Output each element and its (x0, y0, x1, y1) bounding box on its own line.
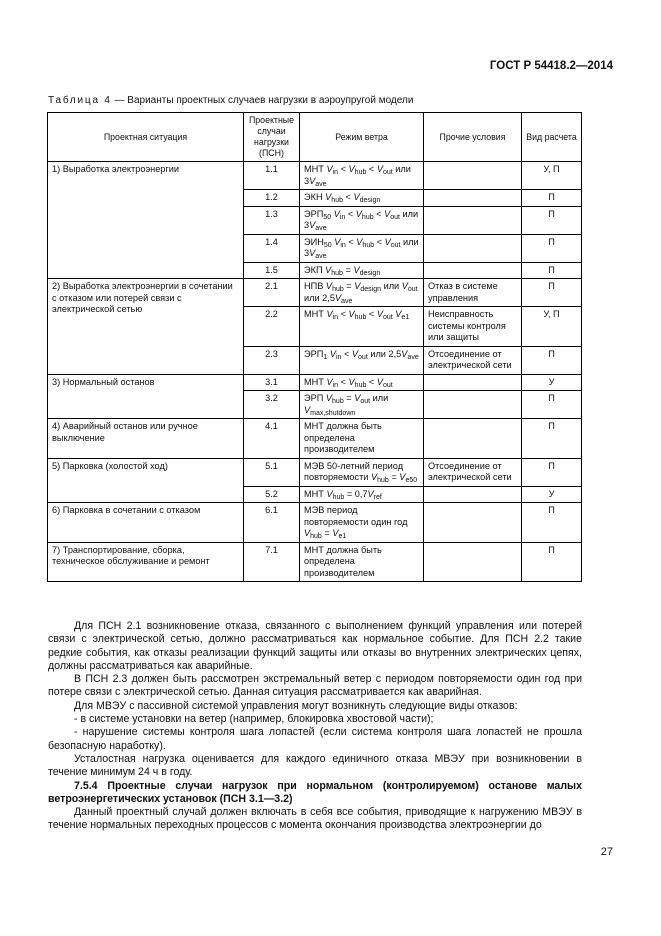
table-row (48, 162, 582, 190)
cell-situation: 2) Выработка электроэнергии в сочетании с отказом или потерей связи с электрической сетью (48, 279, 244, 375)
cell-psn: 2.2 (244, 307, 300, 347)
table-body (48, 162, 582, 582)
page-number: 27 (600, 846, 613, 858)
cell-calc-type: П (522, 279, 582, 307)
cell-calc-type: П (522, 234, 582, 262)
col-header-other: Прочие условия (424, 113, 522, 162)
load-cases-table (47, 112, 582, 582)
cell-calc-type: П (522, 346, 582, 374)
cell-other-conditions (424, 234, 522, 262)
cell-wind-regime: МНТ должна быть определена производителем (300, 542, 424, 582)
cell-calc-type: П (522, 503, 582, 543)
cell-psn: 1.4 (244, 234, 300, 262)
cell-calc-type: У (522, 486, 582, 503)
table-caption-text: — Варианты проектных случаев нагрузки в аэроупругой модели (111, 95, 414, 106)
cell-wind-regime: НПВ $V_{hub} = V_{design}$ или $V_{out}$ или $2,5V_{ave}$ (300, 279, 424, 307)
cell-psn: 4.1 (244, 419, 300, 459)
cell-situation: 5) Парковка (холостой ход) (48, 458, 244, 503)
cell-other-conditions (424, 503, 522, 543)
cell-other-conditions: Отсоединение от электрической сети (424, 458, 522, 486)
cell-psn: 2.1 (244, 279, 300, 307)
cell-wind-regime: МЭВ период повторяемости один год $V_{hub} = V_{e1}$ (300, 503, 424, 543)
cell-wind-regime: $ЭИН_{50}$ $V_{in} < V_{hub} < V_{out}$ или $3V_{ave}$ (300, 234, 424, 262)
cell-other-conditions (424, 262, 522, 279)
cell-calc-type: П (522, 206, 582, 234)
paragraph: Данный проектный случай должен включать в себя все события, приводящие к нагружению МВЭУ в течение нормальных переходных процессов с момента окончания производства электроэнергии до (48, 806, 582, 832)
list-item: - в системе установки на ветер (например, блокировка хвостовой части); (74, 713, 434, 726)
cell-wind-regime: МНТ $V_{hub} = 0,7V_{ref}$ (300, 486, 424, 503)
cell-other-conditions: Отсоединение от электрической сети (424, 346, 522, 374)
cell-calc-type: П (522, 190, 582, 207)
cell-psn: 3.1 (244, 374, 300, 391)
col-header-situation: Проектная ситуация (48, 113, 244, 162)
cell-wind-regime: МНТ $V_{in} < V_{hub} < V_{out}$ $V_{e1}$ (300, 307, 424, 347)
cell-wind-regime: МНТ $V_{in} < V_{hub} < V_{out}$ или $3V_{ave}$ (300, 162, 424, 190)
cell-wind-regime: ЭРП $V_{hub} = V_{out}$ или $V_{max,shutdown}$ (300, 391, 424, 419)
cell-situation: 6) Парковка в сочетании с отказом (48, 503, 244, 543)
cell-other-conditions (424, 190, 522, 207)
cell-situation: 1) Выработка электроэнергии (48, 162, 244, 279)
paragraph: Усталостная нагрузка оценивается для каждого единичного отказа МВЭУ при возникновении в течение минимум 24 ч в году. (48, 752, 582, 779)
table-row (48, 542, 582, 582)
body-text (48, 620, 582, 833)
section-heading: 7.5.4 Проектные случаи нагрузок при нормальном (контролируемом) останове малых ветроэнергетических установок (ПСН 3.1—3.2) (48, 779, 582, 805)
cell-psn: 2.3 (244, 346, 300, 374)
cell-psn: 1.1 (244, 162, 300, 190)
table-row (48, 419, 582, 459)
table-row (48, 279, 582, 307)
cell-psn: 6.1 (244, 503, 300, 543)
cell-calc-type: У, П (522, 162, 582, 190)
list-item: - нарушение системы контроля шага лопастей (если система контроля шага лопастей не прошла безопасную наработку). (48, 726, 582, 752)
cell-wind-regime: ЭКП $V_{hub} = V_{design}$ (300, 262, 424, 279)
cell-other-conditions: Отказ в системе управления (424, 279, 522, 307)
cell-psn: 1.5 (244, 262, 300, 279)
cell-calc-type: П (522, 419, 582, 459)
cell-other-conditions (424, 206, 522, 234)
cell-calc-type: П (522, 542, 582, 582)
table-row (48, 503, 582, 543)
cell-other-conditions: Неисправность системы контроля или защиты (424, 307, 522, 347)
table-caption (48, 95, 413, 106)
cell-other-conditions (424, 391, 522, 419)
cell-wind-regime: ЭКН $V_{hub} < V_{design}$ (300, 190, 424, 207)
cell-wind-regime: МНТ $V_{in} < V_{hub} < V_{out}$ (300, 374, 424, 391)
cell-psn: 5.1 (244, 458, 300, 486)
cell-wind-regime: МНТ должна быть определена производителем (300, 419, 424, 459)
cell-psn: 5.2 (244, 486, 300, 503)
cell-other-conditions (424, 374, 522, 391)
table-caption-label: Таблица 4 (48, 95, 112, 106)
cell-situation: 4) Аварийный останов или ручное выключение (48, 419, 244, 459)
table-row (48, 374, 582, 391)
cell-other-conditions (424, 486, 522, 503)
cell-wind-regime: МЭВ 50-летний период повторяемости $V_{hub} = V_{e50}$ (300, 458, 424, 486)
cell-other-conditions (424, 162, 522, 190)
cell-wind-regime: $ЭРП_1$ $V_{in} < V_{out}$ или $2,5V_{ave}$ (300, 346, 424, 374)
col-header-calc: Вид расчета (522, 113, 582, 162)
cell-psn: 1.2 (244, 190, 300, 207)
cell-situation: 3) Нормальный останов (48, 374, 244, 419)
cell-wind-regime: $ЭРП_{50}$ $V_{in} < V_{hub} < V_{out}$ или $3V_{ave}$ (300, 206, 424, 234)
cell-psn: 3.2 (244, 391, 300, 419)
cell-calc-type: П (522, 262, 582, 279)
col-header-psn: Проектные случаи нагрузки (ПСН) (244, 113, 300, 162)
document-header: ГОСТ Р 54418.2—2014 (489, 60, 613, 72)
table-row (48, 458, 582, 486)
col-header-wind: Режим ветра (300, 113, 424, 162)
cell-other-conditions (424, 419, 522, 459)
cell-psn: 1.3 (244, 206, 300, 234)
cell-calc-type: У, П (522, 307, 582, 347)
cell-calc-type: П (522, 458, 582, 486)
paragraph: Для МВЭУ с пассивной системой управления могут возникнуть следующие виды отказов: (74, 699, 518, 712)
table-header-row (48, 113, 582, 162)
cell-situation: 7) Транспортирование, сборка, техническое обслуживание и ремонт (48, 542, 244, 582)
cell-other-conditions (424, 542, 522, 582)
cell-calc-type: П (522, 391, 582, 419)
cell-psn: 7.1 (244, 542, 300, 582)
paragraph: Для ПСН 2.1 возникновение отказа, связанного с выполнением функций управления или потерей связи с электрической сетью, должно рассматриваться как нормальное событие. Для ПСН 2.2 такие редкие события, как отказы реализации функций защиты или отказы во внутренних электрических цепях, должны рассматриваться как аварийные. (48, 620, 582, 672)
cell-calc-type: У (522, 374, 582, 391)
paragraph: В ПСН 2.3 должен быть рассмотрен экстремальный ветер с периодом повторяемости один год при потере связи с электрической сетью. Данная ситуация рассматривается как аварийная. (48, 673, 582, 699)
